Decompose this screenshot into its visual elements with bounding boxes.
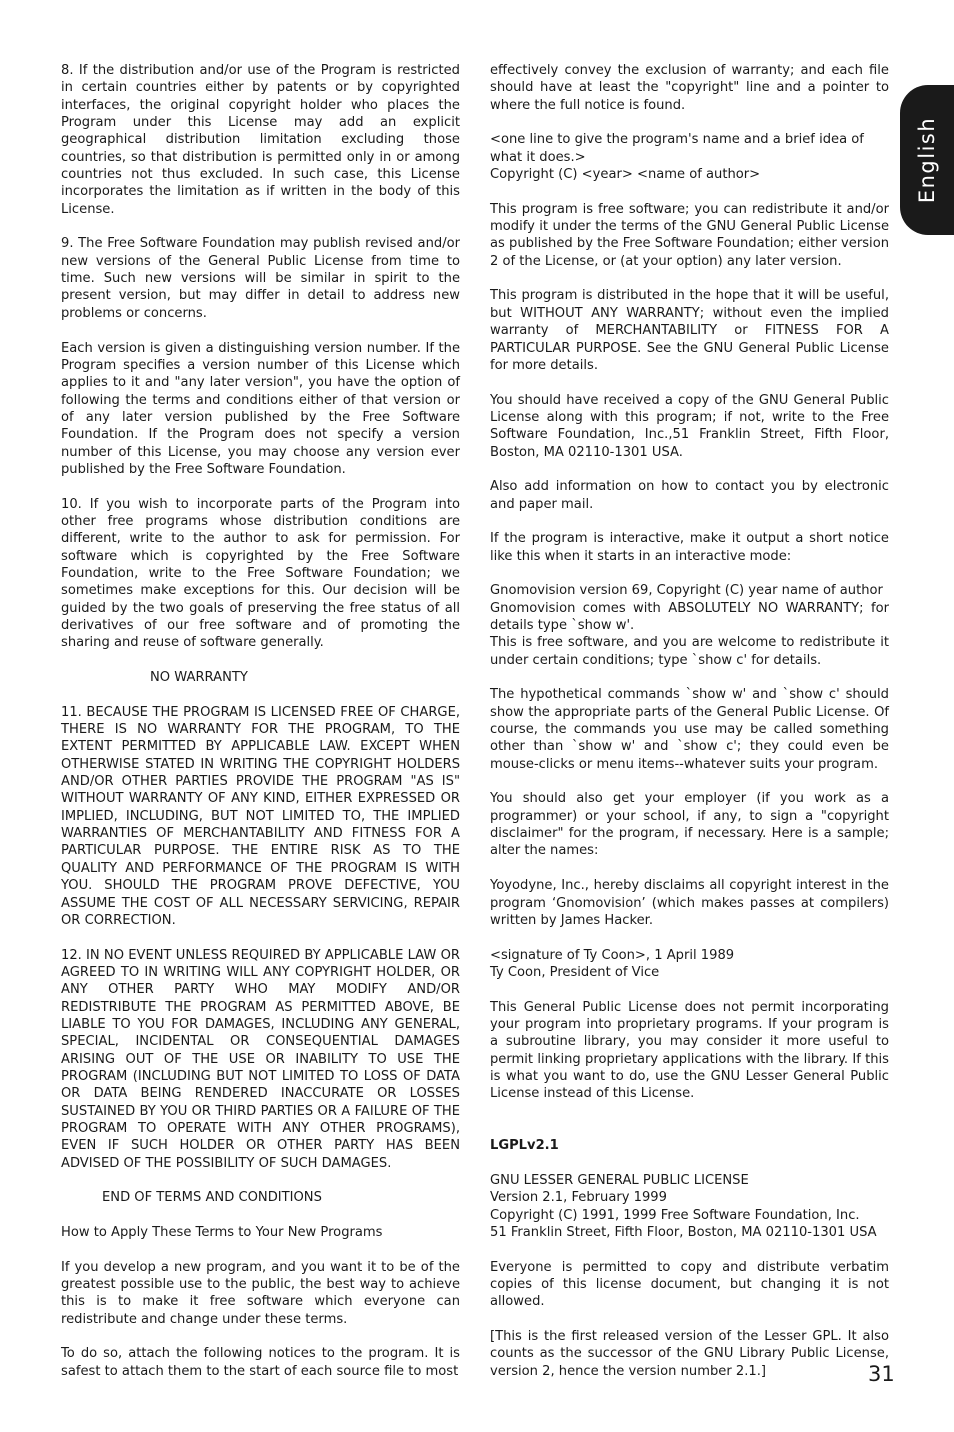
paragraph-yoyodyne-sample: Yoyodyne, Inc., hereby disclaims all copyright interest in the program ‘Gnomovision’ (which makes passes at compilers) written by James Hacker.	[490, 878, 889, 928]
heading-lgplv2-1: LGPLv2.1	[490, 1138, 559, 1154]
paragraph-copyright-disclaimer: You should also get your employer (if you work as a programmer) or your school, if any, to sign a "copyright disclaimer" for the program, if necessary. Here is a sample; alter the names:	[490, 791, 889, 859]
page-number: 31	[868, 1362, 895, 1386]
paragraph-section-8: 8. If the distribution and/or use of the Program is restricted in certain countries either by patents or by copyrighted interfaces, the original copyright holder who places the Program under this License may add an explicit geographical distribution limitation excluding those countries, so that distribution is permitted only in or among countries not thus excluded. In such case, this License incorporates the limitation as if written in the body of this License.	[61, 63, 460, 217]
paragraph-distributed-in-hope: This program is distributed in the hope that it will be useful, but WITHOUT ANY WARRANTY; without even the implied warranty of MERCHANTABILITY or FITNESS FOR A PARTICULAR PURPOSE. See the GNU General Public License for more details.	[490, 288, 889, 373]
paragraph-received-copy: You should have received a copy of the GNU General Public License along with this program; if not, write to the Free Software Foundation, Inc.,51 Franklin Street, Fifth Floor, Boston, MA 02110-1301 USA.	[490, 392, 889, 460]
paragraph-hypothetical-commands: The hypothetical commands `show w' and `show c' should show the appropriate parts of the General Public License. Of course, the commands you use may be called something other than `show w' and `show c'; they could even be mouse-clicks or menu items--whatever suits your program.	[490, 687, 889, 772]
left-column	[61, 62, 460, 1397]
paragraph-free-software-notice: This program is free software; you can redistribute it and/or modify it under the terms of the GNU General Public License as published by the Free Software Foundation; either version 2 of the License, or (at your option) any later version.	[490, 201, 889, 269]
paragraph-everyone-permitted: Everyone is permitted to copy and distribute verbatim copies of this license document, but changing it is not allowed.	[490, 1259, 889, 1310]
paragraph-section-9: 9. The Free Software Foundation may publish revised and/or new versions of the General Public License from time to time. Such new versions will be similar in spirit to the present version, but may differ in detail to address new problems or concerns.	[61, 236, 460, 321]
paragraph-contact-info: Also add information on how to contact you by electronic and paper mail.	[490, 479, 889, 512]
paragraph-how-to-apply: If you develop a new program, and you want it to be of the greatest possible use to the public, the best way to achieve this is to make it free software which everyone can redistribute and change under these terms.	[61, 1259, 460, 1327]
paragraph-section-10: 10. If you wish to incorporate parts of the Program into other free programs whose distribution conditions are different, write to the author to ask for permission. For software which is copyrighted by the Free Software Foundation, write to the Free Software Foundation; we sometimes make exceptions for this. Our decision will be guided by the two goals of preserving the free status of all derivatives of our free software and of promoting the sharing and reuse of software generally.	[61, 496, 460, 651]
language-tab-label: English	[915, 116, 939, 204]
heading-no-warranty: NO WARRANTY	[150, 670, 248, 686]
paragraph-section-11: 11. BECAUSE THE PROGRAM IS LICENSED FREE OF CHARGE, THERE IS NO WARRANTY FOR THE PROGRAM, TO THE EXTENT PERMITTED BY APPLICABLE LAW. EXCEPT WHEN OTHERWISE STATED IN WRITING THE COPYRIGHT HOLDERS AND/OR OTHER PARTIES PROVIDE THE PROGRAM "AS IS" WITHOUT WARRANTY OF ANY KIND, EITHER EXPRESSED OR IMPLIED, INCLUDING, BUT NOT LIMITED TO, THE IMPLIED WARRANTIES OF MERCHANTABILITY AND FITNESS FOR A PARTICULAR PURPOSE. THE ENTIRE RISK AS TO THE QUALITY AND PERFORMANCE OF THE PROGRAM IS WITH YOU. SHOULD THE PROGRAM PROVE DEFECTIVE, YOU ASSUME THE COST OF ALL NECESSARY SERVICING, REPAIR OR CORRECTION.	[61, 704, 460, 928]
heading-how-to-apply: How to Apply These Terms to Your New Programs	[61, 1225, 383, 1241]
paragraph-exclusion-of-warranty: effectively convey the exclusion of warranty; and each file should have at least the "copyright" line and a pointer to where the full notice is found.	[490, 63, 889, 113]
heading-end-of-terms: END OF TERMS AND CONDITIONS	[102, 1190, 322, 1206]
paragraph-proprietary-programs: This General Public License does not permit incorporating your program into proprietary programs. If your program is a subroutine library, you may consider it more useful to permit linking proprietary applications with the library. If this is what you want to do, use the GNU Lesser General Public License instead of this License.	[490, 999, 889, 1102]
paragraph-lgpl-header: GNU LESSER GENERAL PUBLIC LICENSE Version 2.1, February 1999 Copyright (C) 1991, 1999 Free Software Foundation, Inc. 51 Franklin Street, Fifth Floor, Boston, MA 02110-1301 USA	[490, 1173, 877, 1241]
paragraph-notice-template: <one line to give the program's name and a brief idea of what it does.> Copyright (C) <year> <name of author>	[490, 132, 864, 183]
paragraph-version-numbers: Each version is given a distinguishing version number. If the Program specifies a version number of this License which applies to it and "any later version", you have the option of following the terms and conditions either of that version or of any later version published by the Free Software Foundation. If the Program does not specify a version number of this License, you may choose any version ever published by the Free Software Foundation.	[61, 340, 460, 477]
language-side-tab	[900, 85, 954, 235]
right-column	[490, 62, 889, 1397]
paragraph-first-released-version: [This is the first released version of the Lesser GPL. It also counts as the successor of the GNU Library Public License, version 2, hence the version number 2.1.]	[490, 1329, 889, 1379]
paragraph-gnomovision-notice: Gnomovision version 69, Copyright (C) year name of author Gnomovision comes with ABSOLUTELY NO WARRANTY; for details type `show w'. This is free software, and you are welcome to redistribute it under certain conditions; type `show c' for details.	[490, 583, 889, 668]
paragraph-interactive-mode: If the program is interactive, make it output a short notice like this when it starts in an interactive mode:	[490, 531, 889, 564]
paragraph-signature: <signature of Ty Coon>, 1 April 1989 Ty Coon, President of Vice	[490, 947, 735, 980]
paragraph-attach-notices: To do so, attach the following notices to the program. It is safest to attach them to the start of each source file to most	[61, 1346, 460, 1379]
paragraph-section-12: 12. IN NO EVENT UNLESS REQUIRED BY APPLICABLE LAW OR AGREED TO IN WRITING WILL ANY COPYRIGHT HOLDER, OR ANY OTHER PARTY WHO MAY MODIFY AND/OR REDISTRIBUTE THE PROGRAM AS PERMITTED ABOVE, BE LIABLE TO YOU FOR DAMAGES, INCLUDING ANY GENERAL, SPECIAL, INCIDENTAL OR CONSEQUENTIAL DAMAGES ARISING OUT OF THE USE OR INABILITY TO USE THE PROGRAM (INCLUDING BUT NOT LIMITED TO LOSS OF DATA OR DATA BEING RENDERED INACCURATE OR LOSSES SUSTAINED BY YOU OR THIRD PARTIES OR A FAILURE OF THE PROGRAM TO OPERATE WITH ANY OTHER PROGRAMS), EVEN IF SUCH HOLDER OR OTHER PARTY HAS BEEN ADVISED OF THE POSSIBILITY OF SUCH DAMAGES.	[61, 947, 460, 1171]
